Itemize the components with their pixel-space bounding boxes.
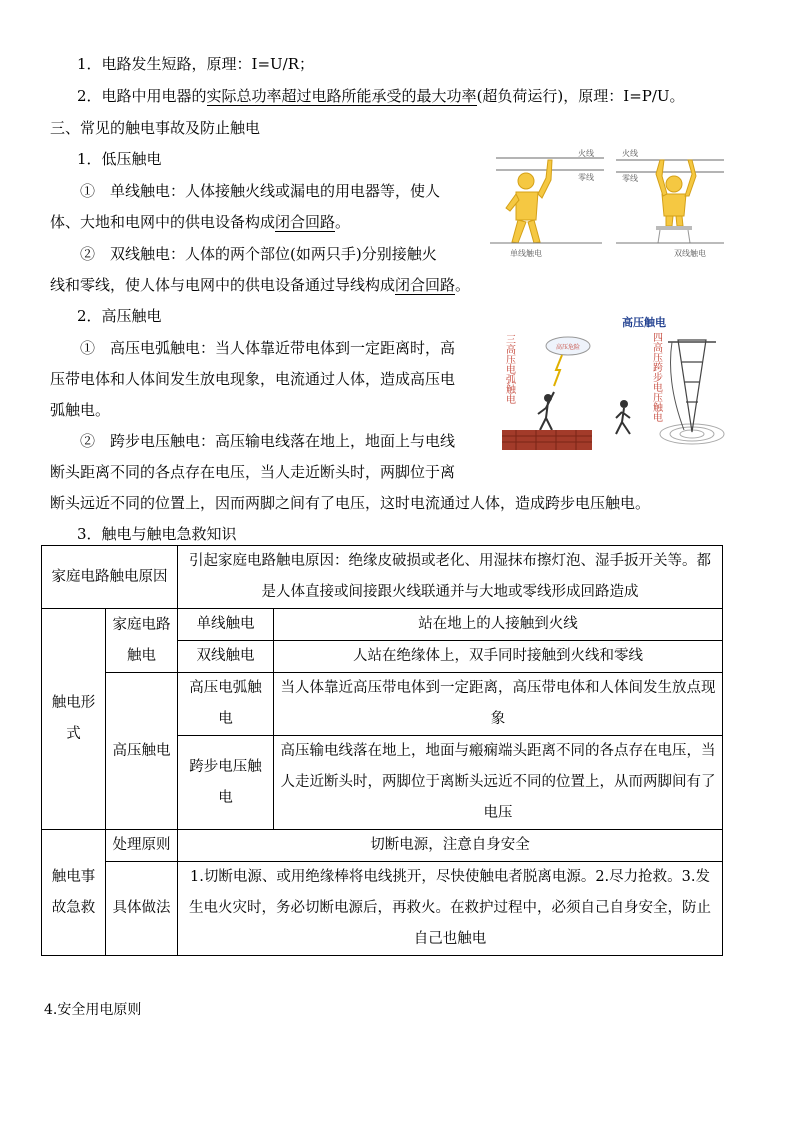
single-line-desc-cell: 站在地上的人接触到火线 bbox=[274, 609, 723, 641]
step-desc-cell: 高压输电线落在地上，地面与瘢痫端头距离不同的各点存在电压，当人走近断头时，两脚位于离断头远近不同的位置上，从而两脚间有了电压 bbox=[274, 736, 723, 830]
high-voltage-title: 2．高压触电 bbox=[77, 307, 162, 325]
double-line-desc-cell: 人站在绝缘体上，双手同时接触到火线和零线 bbox=[274, 641, 723, 673]
person-figure-1 bbox=[506, 160, 552, 243]
person-figure-2 bbox=[656, 160, 696, 226]
table-row bbox=[42, 609, 723, 641]
sub3-title: 3．触电与触电急救知识 bbox=[77, 525, 237, 543]
arc-cell: 高压电弧触电 bbox=[178, 673, 274, 736]
table-row bbox=[42, 546, 723, 609]
table-row bbox=[42, 673, 723, 736]
principle-desc-cell: 切断电源，注意自身安全 bbox=[178, 830, 723, 862]
electrocution-table bbox=[41, 545, 723, 956]
cause-text-cell: 引起家庭电路触电原因：绝缘皮破损或老化、用湿抹布擦灯泡、湿手扳开关等。都是人体直接或间接跟火线联通并与大地或零线形成回路造成 bbox=[178, 546, 723, 609]
arc-p1: ① 高压电弧触电：当人体靠近带电体到一定距离时，高 bbox=[80, 339, 456, 357]
intro-line-2 bbox=[77, 86, 685, 106]
double-line-illustration bbox=[616, 148, 724, 258]
step-p2: 断头距离不同的各点存在电压，当人走近断头时，两脚位于离 bbox=[50, 463, 456, 481]
table-row bbox=[42, 830, 723, 862]
single-line-p2 bbox=[50, 212, 350, 232]
insulating-stool bbox=[656, 226, 692, 230]
caption-single: 单线触电 bbox=[510, 249, 542, 258]
single-line-p2-b: 。 bbox=[335, 213, 351, 231]
forms-title-cell: 触电形式 bbox=[42, 609, 106, 830]
double-line-p2 bbox=[50, 275, 470, 295]
intro-line-2-underlined: 实际总功率超过电路所能承受的最大功率 bbox=[206, 87, 477, 105]
single-line-cell: 单线触电 bbox=[178, 609, 274, 641]
arc-scene bbox=[502, 337, 592, 450]
single-line-p2-a: 体、大地和电网中的供电设备构成 bbox=[50, 213, 276, 231]
high-voltage-cell: 高压触电 bbox=[106, 673, 178, 830]
method-cell: 具体做法 bbox=[106, 862, 178, 956]
step-p1: ② 跨步电压触电：高压输电线落在地上，地面上与电线 bbox=[80, 432, 456, 450]
intro-line-1: 1．电路发生短路，原理：I=U/R； bbox=[77, 55, 315, 73]
closed-loop-term-2: 闭合回路 bbox=[395, 276, 456, 294]
section3-heading: 三、常见的触电事故及防止触电 bbox=[50, 119, 261, 137]
closed-loop-term: 闭合回路 bbox=[275, 213, 336, 231]
double-line-p1: ② 双线触电：人体的两个部位(如两只手)分别接触火 bbox=[80, 245, 437, 263]
step-label-vertical: 四高压跨步电压触电 bbox=[650, 332, 662, 422]
caption-double: 双线触电 bbox=[674, 249, 706, 258]
arc-p2: 压带电体和人体间发生放电现象，电流通过人体，造成高压电 bbox=[50, 370, 456, 388]
low-voltage-figure bbox=[486, 148, 726, 262]
table-row bbox=[42, 862, 723, 956]
double-line-cell: 双线触电 bbox=[178, 641, 274, 673]
arc-p3: 弧触电。 bbox=[50, 401, 111, 419]
double-line-p2-b: 。 bbox=[455, 276, 471, 294]
principle-cell: 处理原则 bbox=[106, 830, 178, 862]
arc-desc-cell: 当人体靠近高压带电体到一定距离，高压带电体和人体间发生放点现象 bbox=[274, 673, 723, 736]
live-wire-label: 火线 bbox=[578, 149, 594, 158]
high-voltage-fig-title: 高压触电 bbox=[622, 316, 666, 329]
arc-label-vertical: 三高压电弧触电 bbox=[503, 334, 515, 404]
rescue-title-cell: 触电事故急救 bbox=[42, 830, 106, 956]
step-voltage-scene bbox=[616, 340, 724, 444]
intro-line-2-a: 2．电路中用电器的 bbox=[77, 87, 207, 105]
double-line-p2-a: 线和零线，使人体与电网中的供电设备通过导线构成 bbox=[50, 276, 396, 294]
single-line-illustration bbox=[490, 148, 604, 258]
home-circuit-cell: 家庭电路触电 bbox=[106, 609, 178, 673]
live-wire-label-2: 火线 bbox=[622, 149, 638, 158]
high-voltage-figure bbox=[496, 312, 728, 454]
pylon bbox=[678, 340, 706, 432]
low-voltage-title: 1．低压触电 bbox=[77, 150, 162, 168]
section4-heading: 4.安全用电原则 bbox=[44, 1002, 142, 1018]
neutral-wire-label-2: 零线 bbox=[622, 174, 638, 183]
step-p3: 断头远近不同的位置上，因而两脚之间有了电压，这时电流通过人体，造成跨步电压触电。 bbox=[50, 494, 651, 512]
danger-sign: 高压危险 bbox=[555, 344, 581, 351]
intro-line-2-b: (超负荷运行)，原理：I=P/U。 bbox=[476, 87, 685, 105]
method-desc-cell: 1.切断电源、或用绝缘棒将电线挑开，尽快使触电者脱离电源。2.尽力抢救。3.发生电火灾时，务必切断电源后，再救火。在救护过程中，必须自己自身安全，防止自己也触电 bbox=[178, 862, 723, 956]
single-line-p1: ① 单线触电：人体接触火线或漏电的用电器等，使人 bbox=[80, 182, 441, 200]
neutral-wire-label: 零线 bbox=[578, 173, 594, 182]
step-cell: 跨步电压触电 bbox=[178, 736, 274, 830]
cause-title-cell: 家庭电路触电原因 bbox=[42, 546, 178, 609]
